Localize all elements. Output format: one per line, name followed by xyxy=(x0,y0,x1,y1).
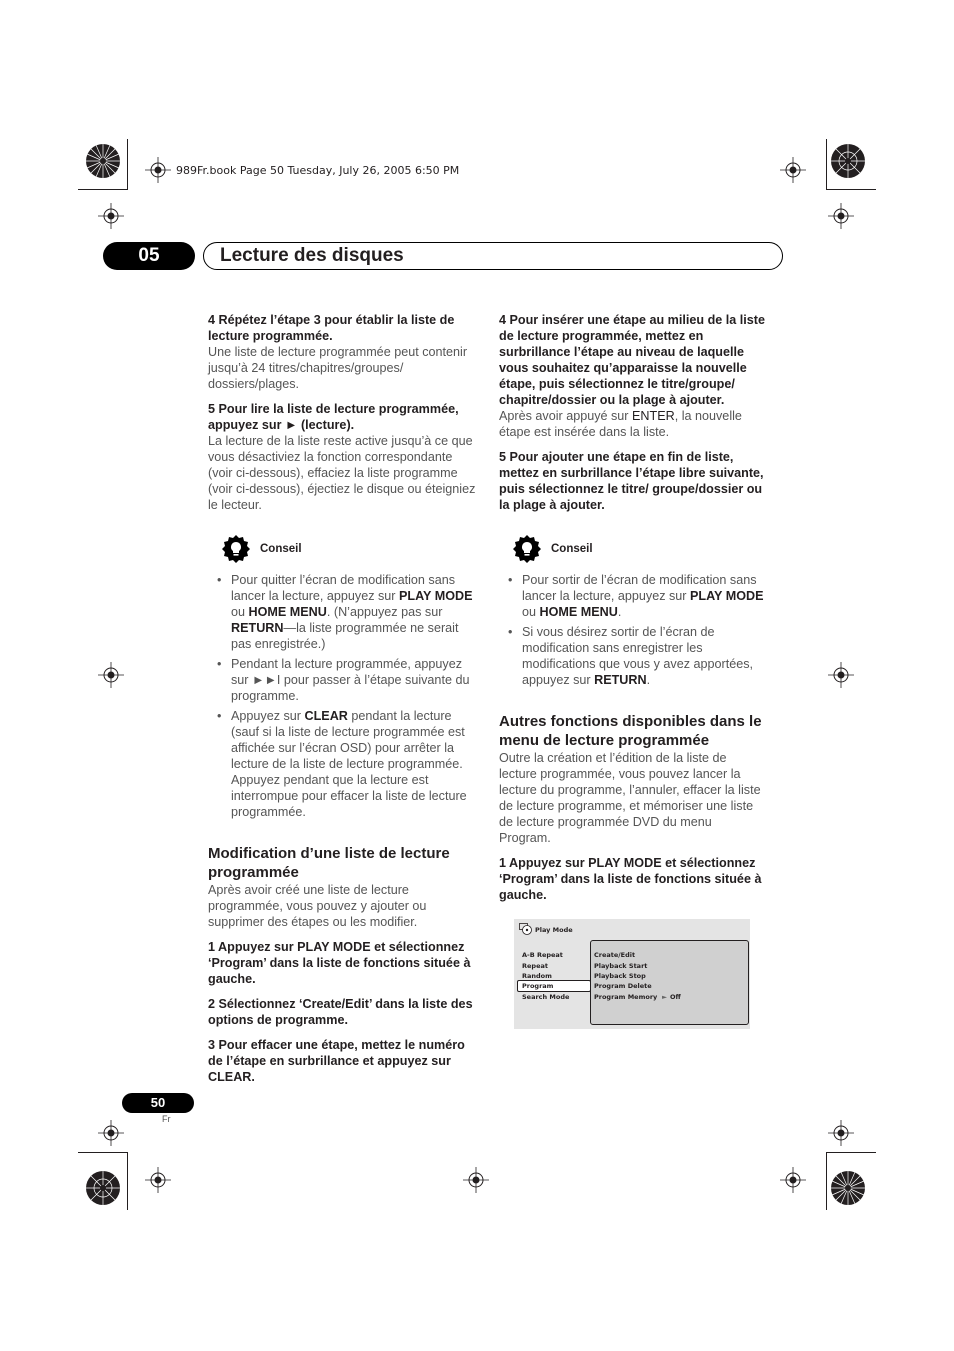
list-item: • Si vous désirez sortir de l’écran de modification sans enregistrer les modifications que vous y avez apportées, appuyez sur RETURN. xyxy=(499,624,767,688)
page-language: Fr xyxy=(162,1114,171,1124)
section-body: Outre la création et l’édition de la liste de lecture programmée, vous pouvez lancer la lecture du programme, l’annuler, effacer la liste de lecture programme, et mémoriser une liste de lecture programmée DVD du menu Program. xyxy=(499,751,761,845)
step-heading: 3 Pour effacer une étape, mettez le numéro de l’étape en surbrillance et appuyez sur CLEAR. xyxy=(208,1038,465,1084)
crop-mark xyxy=(127,139,128,189)
step-heading: 1 Appuyez sur PLAY MODE et sélectionnez ‘Program’ dans la liste de fonctions située à gauche. xyxy=(499,856,762,902)
tip-header xyxy=(208,534,476,564)
menu-item-program[interactable]: Program xyxy=(522,982,554,990)
registration-mark-icon xyxy=(98,662,124,688)
step-heading: 5 Pour lire la liste de lecture programmée, appuyez sur ► (lecture). xyxy=(208,402,459,432)
option-create-edit[interactable]: Create/Edit xyxy=(594,951,636,959)
play-arrow-icon: ► xyxy=(662,993,667,1001)
crop-mark xyxy=(826,189,876,190)
registration-mark-icon xyxy=(828,662,854,688)
chapter-title: Lecture des disques xyxy=(203,242,783,270)
step-body: La lecture de la liste reste active jusqu’à ce que vous désactiviez la fonction correspondante (voir ci-dessous), effaciez la liste programme (voir ci-dessous), éjectiez le disque ou éteigniez le lecteur. xyxy=(208,434,476,512)
step-heading: 4 Pour insérer une étape au milieu de la liste de lecture programmée, mettez en surbrillance l’étape au niveau de laquelle vous souhaitez qu’apparaisse la nouvelle étape, puis sélectionnez le titre/groupe/ chapitre/dossier ou la plage à ajouter. xyxy=(499,313,765,407)
crop-mark xyxy=(78,1152,128,1153)
option-program-delete[interactable]: Program Delete xyxy=(594,982,652,990)
section-body: Après avoir créé une liste de lecture programmée, vous pouvez y ajouter ou supprimer des étapes ou les modifier. xyxy=(208,883,427,929)
crop-mark xyxy=(78,189,128,190)
list-item: • Pendant la lecture programmée, appuyez sur ►►I pour passer à l’étape suivante du programme. xyxy=(208,656,476,704)
crop-mark xyxy=(826,139,827,189)
tip-list xyxy=(208,572,476,820)
option-playback-stop[interactable]: Playback Stop xyxy=(594,972,646,980)
option-playback-start[interactable]: Playback Start xyxy=(594,962,648,970)
starburst-mark-icon xyxy=(85,143,121,179)
menu-item-ab-repeat[interactable]: A-B Repeat xyxy=(522,951,563,959)
step-heading: 1 Appuyez sur PLAY MODE et sélectionnez ‘Program’ dans la liste de fonctions située à gauche. xyxy=(208,940,471,986)
registration-mark-icon xyxy=(828,203,854,229)
section-heading: Autres fonctions disponibles dans le menu de lecture programmée xyxy=(499,713,762,749)
starburst-mark-icon xyxy=(830,1170,866,1206)
tip-label: Conseil xyxy=(260,543,302,555)
registration-mark-icon xyxy=(828,1120,854,1146)
tip-header xyxy=(499,534,767,564)
list-item: • Pour quitter l’écran de modification sans lancer la lecture, appuyez sur PLAY MODE ou HOME MENU. (N’appuyez pas sur RETURN—la liste programmée ne serait pas enregistrée.) xyxy=(208,572,476,652)
screen-title: Play Mode xyxy=(535,926,573,934)
crop-mark xyxy=(826,1152,876,1153)
left-column xyxy=(208,312,476,1085)
page-number: 50 xyxy=(122,1093,194,1113)
crop-mark xyxy=(127,1152,128,1210)
registration-mark-icon xyxy=(98,203,124,229)
starburst-mark-icon xyxy=(830,143,866,179)
menu-item-random[interactable]: Random xyxy=(522,972,552,980)
memory-value: Off xyxy=(670,993,681,1001)
registration-mark-icon xyxy=(780,1167,806,1193)
starburst-mark-icon xyxy=(85,1170,121,1206)
step-heading: 4 Répétez l’étape 3 pour établir la liste de lecture programmée. xyxy=(208,313,455,343)
option-program-memory[interactable]: Program Memory xyxy=(594,993,658,1001)
step-heading: 2 Sélectionnez ‘Create/Edit’ dans la liste des options de programme. xyxy=(208,997,473,1027)
menu-item-repeat[interactable]: Repeat xyxy=(522,962,548,970)
lightbulb-icon xyxy=(222,535,250,563)
step-heading: 5 Pour ajouter une étape en fin de liste, mettez en surbrillance l’étape libre suivante, puis sélectionnez le titre/ groupe/dossier ou la plage à ajouter. xyxy=(499,450,764,512)
registration-mark-icon xyxy=(145,157,171,183)
step-body: Une liste de lecture programmée peut contenir jusqu’à 24 titres/chapitres/groupes/ dossiers/plages. xyxy=(208,345,468,391)
registration-mark-icon xyxy=(98,1120,124,1146)
list-item: • Appuyez sur CLEAR pendant la lecture (sauf si la liste de lecture programmée est affichée sur l’écran OSD) pour arrêter la lecture de la liste de lecture programmée. Appuyez pendant que la lecture est interrompue pour effacer la liste de lecture programmée. xyxy=(208,708,476,820)
lightbulb-icon xyxy=(513,535,541,563)
step-body: Après avoir appuyé sur ENTER, la nouvelle étape est insérée dans la liste. xyxy=(499,409,742,439)
disc-icon xyxy=(519,923,533,935)
crop-mark xyxy=(826,1152,827,1210)
file-info: 989Fr.book Page 50 Tuesday, July 26, 2005 6:50 PM xyxy=(176,164,460,177)
registration-mark-icon xyxy=(463,1167,489,1193)
registration-mark-icon xyxy=(780,157,806,183)
section-heading: Modification d’une liste de lecture programmée xyxy=(208,845,450,881)
tip-label: Conseil xyxy=(551,543,593,555)
chapter-number: 05 xyxy=(103,242,195,270)
play-mode-screen xyxy=(514,919,750,1029)
tip-list xyxy=(499,572,767,688)
list-item: • Pour sortir de l’écran de modification sans lancer la lecture, appuyez sur PLAY MODE ou HOME MENU. xyxy=(499,572,767,620)
right-column xyxy=(499,312,767,903)
menu-item-search-mode[interactable]: Search Mode xyxy=(522,993,570,1001)
registration-mark-icon xyxy=(145,1167,171,1193)
